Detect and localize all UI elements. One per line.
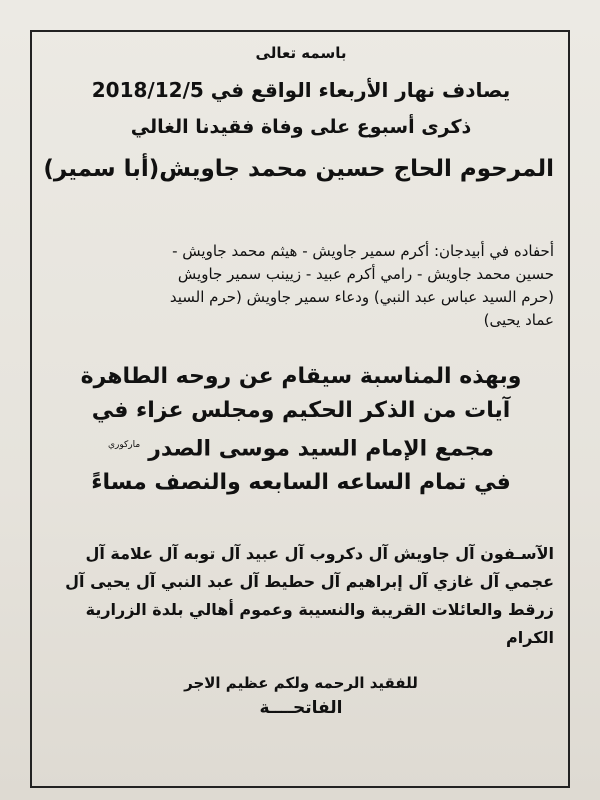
basmala: باسمه تعالى (255, 44, 347, 62)
venue-name: مجمع الإمام السيد موسى الصدر (148, 436, 495, 462)
date-line: يصادف نهار الأربعاء الواقع في 2018/12/5 (91, 78, 511, 102)
grandchildren-line: حسين محمد جاويش - رامي أكرم عبيد - زيينب سمير جاويش (177, 265, 554, 283)
grandchildren-paragraph (48, 240, 554, 332)
ceremony-line: في تمام الساعه السابعه والنصف مساءً (91, 470, 511, 496)
grandchildren-line: أحفاده في أبيدجان: أكرم سمير جاويش - هيثم محمد جاويش - (172, 242, 554, 260)
grandchildren-line: عماد يحيى) (483, 311, 554, 329)
grandchildren-line: (حرم السيد عباس عبد النبي) ودعاء سمير جاويش (حرم السيد (169, 288, 554, 306)
families-line: الآسـفون آل جاويش آل دكروب آل عبيد آل توبه آل علامة آل (85, 544, 554, 564)
ceremony-line: وبهذه المناسبة سيقام عن روحه الطاهرة (80, 364, 522, 389)
fatiha: الفاتحــــة (259, 698, 343, 719)
families-paragraph (48, 540, 554, 652)
families-line: عجمي آل غازي آل إبراهيم آل حطيط آل عبد النبي آل يحيى آل (65, 572, 554, 592)
families-line: زرقط والعائلات القريبة والنسيبة وعموم أهالي بلدة الزرارية (85, 600, 554, 620)
ceremony-line-venue (48, 428, 554, 466)
notice-content (43, 38, 554, 719)
families-line: الكرام (506, 628, 554, 648)
ceremony-paragraph (48, 360, 554, 500)
condolence-line: للفقيد الرحمه ولكم عظيم الاجر (184, 674, 418, 693)
ceremony-line: آيات من الذكر الحكيم ومجلس عزاء في (91, 398, 511, 423)
deceased-name: المرحوم الحاج حسين محمد جاويش(أبا سمير) (43, 156, 554, 182)
anniversary-line: ذكرى أسبوع على وفاة فقيدنا الغالي (130, 116, 472, 138)
location-tag: ماركوري (107, 440, 141, 450)
